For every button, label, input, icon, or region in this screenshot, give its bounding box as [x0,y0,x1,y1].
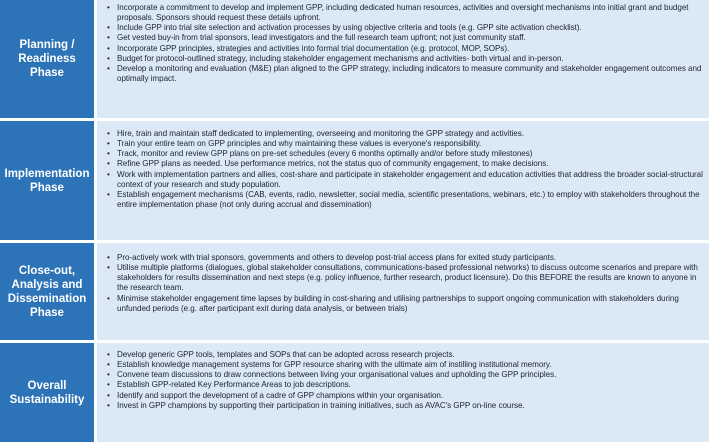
list-item: • Invest in GPP champions by supporting their participation in training initiatives, such as AVAC's GPP on-line course. [107,401,703,411]
phase-content [97,343,709,442]
list-item: • Work with implementation partners and allies, cost-share and participate in stakeholder engagement and education activities that address the broader social-structural context of your research and study population. [107,170,703,190]
list-item: • Include GPP into trial site selection and activation processes by using objective criteria and tools (e.g. GPP site activation checklist). [107,23,703,33]
phase-label: Close-out, Analysis and Dissemination Phase [0,243,94,340]
list-item: • Pro-actively work with trial sponsors, governments and others to develop post-trial access plans for exited study participants. [107,253,703,263]
bullet-list [107,3,703,84]
bullet-list [107,350,703,411]
list-item: • Get vested buy-in from trial sponsors, lead investigators and the full research team upfront; not just community staff. [107,33,703,43]
sustainability-row [0,343,709,442]
list-item: • Incorporate a commitment to develop and implement GPP, including dedicated human resources, activities and oversight mechanisms into initial grant and budget proposals. Sponsors should request these details upfront. [107,3,703,23]
list-item: • Establish GPP-related Key Performance Areas to job descriptions. [107,380,703,390]
list-item: • Track, monitor and review GPP plans on pre-set schedules (every 6 months optimally and/or before study milestones) [107,149,703,159]
planning-row [0,0,709,118]
phase-label: Overall Sustainability [0,343,94,442]
list-item: • Develop a monitoring and evaluation (M&E) plan aligned to the GPP strategy, including indicators to measure community and stakeholder engagement outcomes and optimally impact. [107,64,703,84]
phase-label: Implementation Phase [0,121,94,240]
list-item: • Refine GPP plans as needed. Use performance metrics, not the status quo of community engagement, to make decisions. [107,159,703,169]
list-item: • Convene team discussions to draw connections between living your organisational values and upholding the GPP principles. [107,370,703,380]
list-item: • Identify and support the development of a cadre of GPP champions within your organisation. [107,391,703,401]
implementation-row [0,121,709,240]
list-item: • Budget for protocol-outlined strategy, including stakeholder engagement mechanisms and activities- both virtual and in-person. [107,54,703,64]
list-item: • Train your entire team on GPP principles and why maintaining these values is everyone's responsibility. [107,139,703,149]
list-item: • Minimise stakeholder engagement time lapses by building in cost-sharing and utilising partnerships to support ongoing communication with stakeholders during unfunded periods (e.g. after participant exit during data analysis, or between trials) [107,294,703,314]
phase-content [97,243,709,340]
list-item: • Incorporate GPP principles, strategies and activities into formal trial documentation (e.g. protocol, MOP, SOPs). [107,44,703,54]
close-out-row [0,243,709,340]
phase-content [97,121,709,240]
list-item: • Utilise multiple platforms (dialogues, global stakeholder consultations, communications-based professional networks) to discuss outcome scenarios and prepare with stakeholders for results dissemination and next steps (e.g. policy influence, further research, product licensure). Do this BEFORE the results are known to anyone in the research team. [107,263,703,293]
phase-label: Planning / Readiness Phase [0,0,94,118]
bullet-list [107,129,703,210]
phase-content [97,0,709,118]
list-item: • Establish engagement mechanisms (CAB, events, radio, newsletter, social media, scientific presentations, webinars, etc.) to employ with stakeholders throughout the entire implementation phase (not only during accrual and dissemination) [107,190,703,210]
list-item: • Establish knowledge management systems for GPP resource sharing with the ultimate aim of instilling institutional memory. [107,360,703,370]
list-item: • Hire, train and maintain staff dedicated to implementing, overseeing and monitoring the GPP strategy and activities. [107,129,703,139]
bullet-list [107,253,703,314]
list-item: • Develop generic GPP tools, templates and SOPs that can be adopted across research projects. [107,350,703,360]
